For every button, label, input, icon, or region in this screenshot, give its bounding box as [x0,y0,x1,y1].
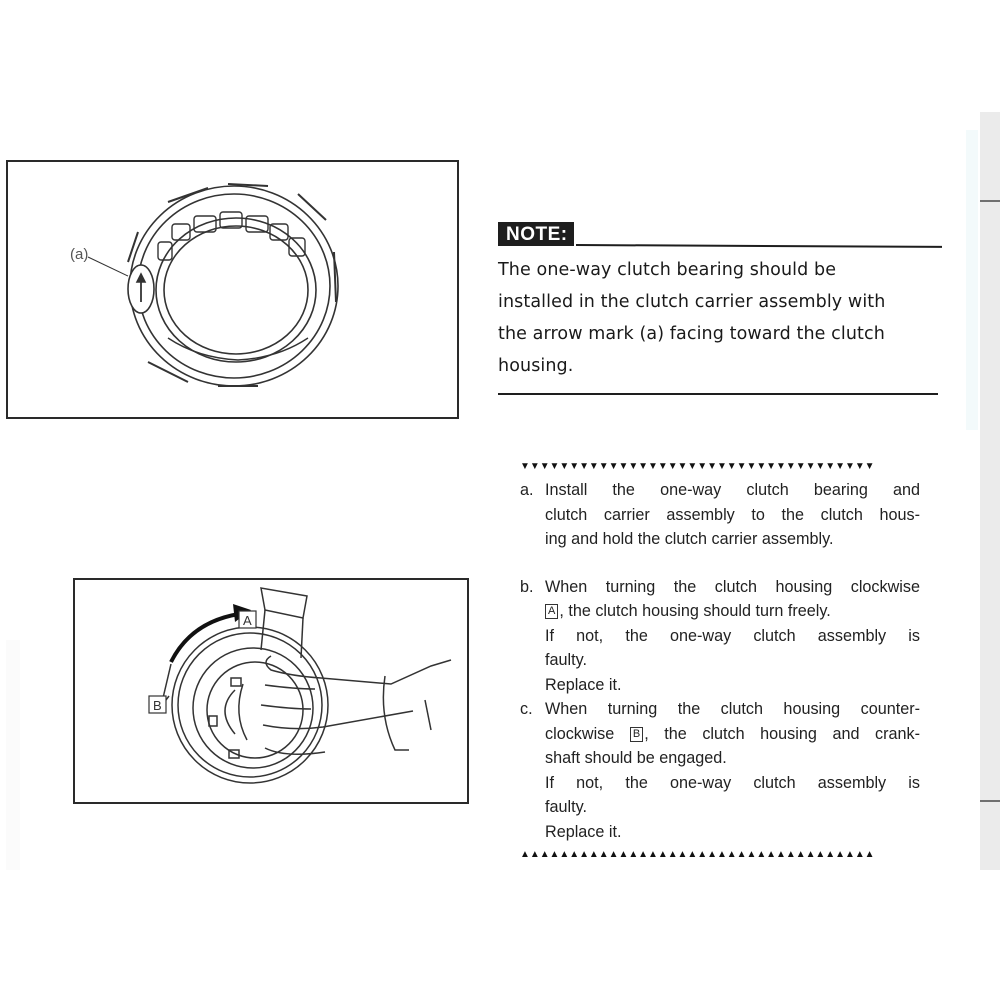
step-line: Replace it. [545,675,622,694]
step-line [545,722,920,747]
page-edge-mark [980,800,1000,802]
figure-label-b: B [153,698,162,713]
procedure-start-marker: ▼▼▼▼▼▼▼▼▼▼▼▼▼▼▼▼▼▼▼▼▼▼▼▼▼▼▼▼▼▼▼▼▼▼▼▼ [520,462,875,472]
label-box-b: B [630,727,643,742]
step-line: faulty. [545,798,587,816]
note-line: housing. [498,356,574,376]
note-line: installed in the clutch carrier assembly with [498,292,886,312]
scan-tint [966,130,978,430]
step-text: clockwise [545,724,630,743]
step-c [520,697,920,844]
clutch-bearing-illustration [8,162,457,417]
page-edge-mark [980,200,1000,202]
figure-label-a: A [243,613,252,628]
step-line: Install the one-way clutch bearing and [545,481,920,499]
step-line: When turning the clutch housing clockwise [545,577,920,596]
step-line: When turning the clutch housing counter- [545,700,920,718]
scan-edge [6,640,20,870]
note-label: NOTE: [498,222,574,246]
note-line: the arrow mark (a) facing toward the clutch [498,324,885,344]
step-line: Replace it. [545,822,622,841]
note-text [498,254,938,382]
step-line: If not, the one-way clutch assembly is [545,626,920,645]
step-line: shaft should be engaged. [545,749,727,767]
step-line: clutch carrier assembly to the clutch hous- [545,505,920,524]
note-block [498,222,943,382]
procedure-end-marker: ▲▲▲▲▲▲▲▲▲▲▲▲▲▲▲▲▲▲▲▲▲▲▲▲▲▲▲▲▲▲▲▲▲▲▲▲ [520,850,875,860]
page-edge [980,112,1000,870]
label-box-a: A [545,604,558,619]
step-line: ing and hold the clutch carrier assembly. [545,530,834,548]
step-letter: c. [520,700,533,718]
step-letter: b. [520,577,534,596]
note-divider-bottom [498,393,938,395]
step-b [520,575,920,698]
figure-clutch-housing-check [73,578,469,804]
step-line [545,599,920,624]
figure-label-a: (a) [70,246,89,263]
figure-clutch-bearing [6,160,459,419]
step-line: If not, the one-way clutch assembly is [545,773,920,792]
step-line: faulty. [545,651,587,669]
step-text: , the clutch housing should turn freely. [559,602,831,620]
note-line: The one-way clutch bearing should be [498,260,837,280]
procedure-steps [520,478,920,844]
step-text: , the clutch housing and crank- [644,724,920,743]
clutch-housing-illustration [75,580,467,802]
step-letter: a. [520,481,534,499]
note-divider-top [576,244,942,248]
step-a [520,478,920,552]
